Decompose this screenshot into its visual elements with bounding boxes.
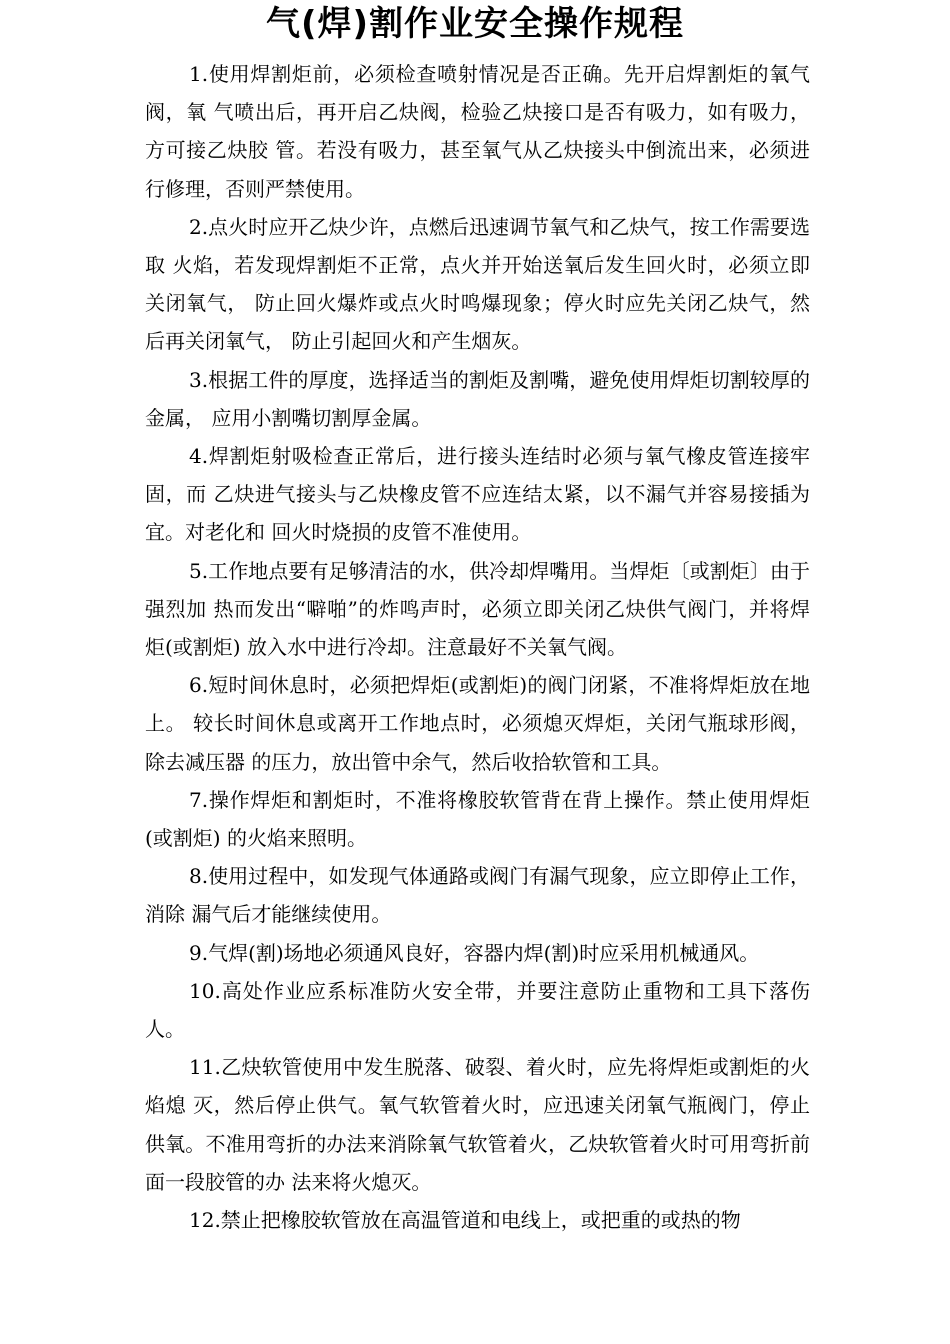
- paragraph-3: 3.根据工件的厚度，选择适当的割炬及割嘴，避免使用焊炬切割较厚的金属， 应用小割嘴切割厚金属。: [145, 367, 810, 430]
- paragraph-11: 11.乙炔软管使用中发生脱落、破裂、着火时，应先将焊炬或割炬的火焰熄 灭，然后停止供气。氧气软管着火时，应迅速关闭氧气瓶阀门，停止供氧。不准用弯折的办法来消除氧气软管着火，乙炔软管着火时可用弯折前面一段胶管的办 法来将火熄灭。: [145, 1055, 810, 1194]
- paragraph-10: 10.高处作业应系标准防火安全带，并要注意防止重物和工具下落伤人。: [145, 978, 810, 1042]
- paragraph-6: 6.短时间休息时，必须把焊炬(或割炬)的阀门闭紧，不准将焊炬放在地上。 较长时间休息或离开工作地点时，必须熄灭焊炬，关闭气瓶球形阀，除去减压器 的压力，放出管中余气，然后收拾软管和工具。: [145, 673, 810, 774]
- paragraph-4: 4.焊割炬射吸检查正常后，进行接头连结时必须与氧气橡皮管连接牢固，而 乙炔进气接头与乙炔橡皮管不应连结太紧，以不漏气并容易接插为宜。对老化和 回火时烧损的皮管不准使用。: [145, 444, 810, 545]
- paragraph-5: 5.工作地点要有足够清洁的水，供冷却焊嘴用。当焊炬〔或割炬〕由于强烈加 热而发出“噼啪”的炸鸣声时，必须立即关闭乙炔供气阀门，并将焊炬(或割炬) 放入水中进行冷却。注意最好不关氧气阀。: [145, 558, 810, 660]
- paragraph-9: 9.气焊(割)场地必须通风良好，容器内焊(割)时应采用机械通风。: [189, 940, 760, 965]
- document-body: [145, 55, 810, 1239]
- paragraph-1: 1.使用焊割炬前，必须检查喷射情况是否正确。先开启焊割炬的氧气阀，氧 气喷出后，再开启乙炔阀，检验乙炔接口是否有吸力，如有吸力，方可接乙炔胶 管。若没有吸力，甚至氧气从乙炔接头中倒流出来，必须进行修理，否则严禁使用。: [145, 62, 810, 201]
- paragraph-12: 12.禁止把橡胶软管放在高温管道和电线上，或把重的或热的物: [189, 1208, 741, 1233]
- paragraph-2: 2.点火时应开乙炔少许，点燃后迅速调节氧气和乙炔气，按工作需要选取 火焰，若发现焊割炬不正常，点火并开始送氧后发生回火时，必须立即关闭氧气， 防止回火爆炸或点火时鸣爆现象；停火时应先关闭乙炔气，然后再关闭氧气， 防止引起回火和产生烟灰。: [145, 214, 810, 354]
- paragraph-7: 7.操作焊炬和割炬时，不准将橡胶软管背在背上操作。禁止使用焊炬(或割炬) 的火焰来照明。: [145, 787, 810, 851]
- document-title: 气(焊)割作业安全操作规程: [265, 4, 685, 44]
- paragraph-8: 8.使用过程中，如发现气体通路或阀门有漏气现象，应立即停止工作，消除 漏气后才能继续使用。: [145, 864, 810, 927]
